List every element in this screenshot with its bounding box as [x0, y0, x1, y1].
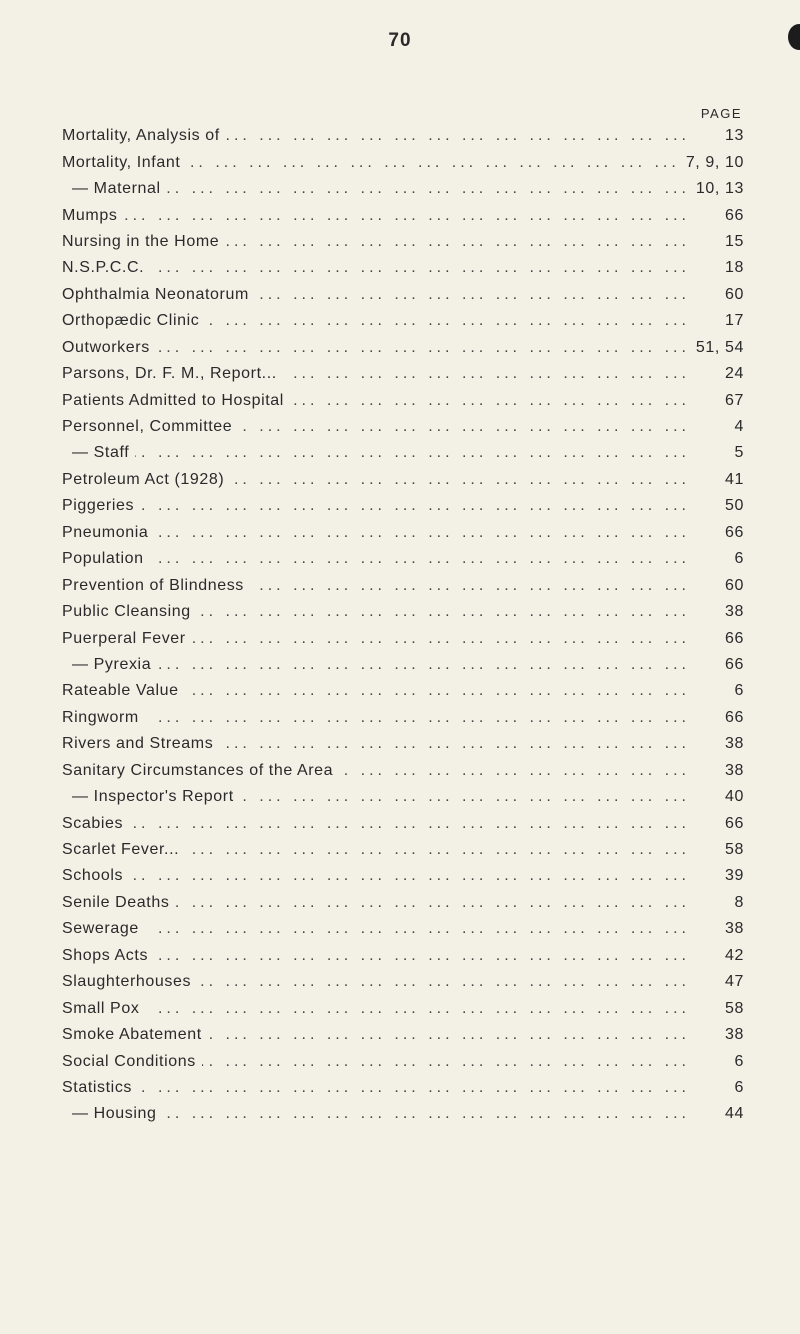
leader-dots: [138, 1079, 690, 1097]
index-entry: [62, 731, 744, 757]
entry-label: Population: [62, 550, 144, 568]
leader-dots: [186, 154, 679, 172]
index-entry: [62, 572, 744, 598]
index-entry: [62, 705, 744, 731]
entry-label: Statistics: [62, 1078, 133, 1096]
entry-page: 67: [725, 391, 744, 409]
leader-dots: [150, 550, 690, 568]
entry-label: Orthopædic Clinic: [62, 312, 200, 330]
leader-dots: [290, 392, 690, 410]
leader-dots: [230, 471, 690, 489]
leader-dots: [339, 762, 690, 780]
entry-page: 66: [725, 814, 744, 832]
entry-page: 60: [725, 285, 744, 303]
entry-label: Mortality, Infant: [62, 153, 181, 171]
entry-label: Scarlet Fever...: [62, 841, 180, 859]
entry-page: 17: [725, 312, 744, 330]
index-entry: [62, 1101, 744, 1127]
entry-page: 10, 13: [695, 180, 744, 198]
leader-dots: [238, 418, 690, 436]
entry-page: 6: [734, 550, 744, 568]
leader-dots: [205, 312, 690, 330]
index-entry: [62, 943, 744, 969]
leader-dots: [154, 524, 690, 542]
entry-page: 42: [725, 946, 744, 964]
index-entry: [62, 784, 744, 810]
index-entry: [62, 863, 744, 889]
entry-label: Senile Deaths: [62, 893, 170, 911]
leader-dots: [225, 233, 690, 251]
index-entry: [62, 387, 744, 413]
leader-dots: [208, 1026, 690, 1044]
entry-page: 38: [725, 603, 744, 621]
leader-dots: [175, 894, 690, 912]
index-entry: [62, 308, 744, 334]
entry-page: 6: [734, 682, 744, 700]
entry-label: Ringworm: [62, 708, 139, 726]
entry-label: Petroleum Act (1928): [62, 470, 225, 488]
entry-label: Shops Acts: [62, 946, 149, 964]
leader-dots: [192, 630, 690, 648]
leader-dots: [185, 682, 690, 700]
leader-dots: [135, 444, 690, 462]
leader-dots: [219, 735, 690, 753]
index-entry: [62, 123, 744, 149]
leader-dots: [197, 973, 690, 991]
index-list: [62, 123, 744, 1128]
entry-label: Slaughterhouses: [62, 973, 192, 991]
entry-label: Personnel, Committee: [62, 418, 233, 436]
entry-label: — Maternal: [72, 180, 161, 198]
entry-page: 38: [725, 735, 744, 753]
entry-page: 15: [725, 232, 744, 250]
index-entry: [62, 255, 744, 281]
index-entry: [62, 810, 744, 836]
leader-dots: [129, 867, 690, 885]
entry-label: Nursing in the Home: [62, 232, 220, 250]
leader-dots: [145, 709, 690, 727]
entry-label: Mortality, Analysis of: [62, 127, 220, 145]
index-entry: [62, 678, 744, 704]
index-entry: [62, 652, 744, 678]
index-entry: [62, 969, 744, 995]
leader-dots: [283, 365, 690, 383]
entry-page: 38: [725, 920, 744, 938]
index-entry: [62, 599, 744, 625]
entry-page: 66: [725, 655, 744, 673]
entry-label: Mumps: [62, 206, 118, 224]
entry-label: — Inspector's Report: [72, 788, 234, 806]
page-column-header: PAGE: [700, 106, 742, 121]
entry-page: 13: [725, 127, 744, 145]
entry-label: Piggeries: [62, 497, 135, 515]
leader-dots: [154, 947, 690, 965]
entry-label: Public Cleansing: [62, 603, 191, 621]
leader-dots: [129, 815, 690, 833]
entry-page: 4: [734, 418, 744, 436]
leader-dots: [157, 656, 690, 674]
index-entry: [62, 493, 744, 519]
leader-dots: [150, 259, 690, 277]
index-entry: [62, 758, 744, 784]
entry-label: Parsons, Dr. F. M., Report...: [62, 365, 277, 383]
index-entry: [62, 916, 744, 942]
entry-label: Schools: [62, 867, 124, 885]
entry-page: 5: [734, 444, 744, 462]
index-entry: [62, 202, 744, 228]
index-entry: [62, 282, 744, 308]
entry-label: Scabies: [62, 814, 124, 832]
leader-dots: [140, 497, 690, 515]
entry-label: Sanitary Circumstances of the Area: [62, 761, 334, 779]
entry-page: 24: [725, 365, 744, 383]
entry-page: 8: [734, 893, 744, 911]
index-entry: [62, 837, 744, 863]
page-number: 70: [388, 30, 412, 51]
leader-dots: [145, 920, 690, 938]
entry-label: Ophthalmia Neonatorum: [62, 285, 249, 303]
entry-label: Rateable Value: [62, 682, 179, 700]
entry-page: 47: [725, 973, 744, 991]
entry-page: 40: [725, 788, 744, 806]
entry-page: 44: [725, 1105, 744, 1123]
entry-page: 18: [725, 259, 744, 277]
leader-dots: [255, 286, 690, 304]
index-entry: [62, 414, 744, 440]
leader-dots: [197, 603, 690, 621]
index-entry: [62, 520, 744, 546]
index-entry: [62, 335, 744, 361]
index-entry: [62, 176, 744, 202]
entry-label: — Housing: [72, 1105, 157, 1123]
index-entry: [62, 229, 744, 255]
entry-page: 51, 54: [695, 338, 744, 356]
index-entry: [62, 625, 744, 651]
leader-dots: [185, 841, 690, 859]
entry-page: 41: [725, 470, 744, 488]
leader-dots: [226, 127, 690, 145]
leader-dots: [167, 180, 690, 198]
entry-label: Puerperal Fever: [62, 629, 186, 647]
leader-dots: [123, 207, 690, 225]
entry-page: 60: [725, 576, 744, 594]
entry-label: Small Pox: [62, 999, 140, 1017]
entry-label: Sewerage: [62, 920, 139, 938]
entry-label: Rivers and Streams: [62, 735, 214, 753]
entry-page: 66: [725, 629, 744, 647]
index-entry: [62, 1022, 744, 1048]
entry-label: Social Conditions: [62, 1052, 196, 1070]
leader-dots: [202, 1053, 690, 1071]
entry-label: Prevention of Blindness: [62, 576, 244, 594]
index-entry: [62, 995, 744, 1021]
index-entry: [62, 440, 744, 466]
index-entry: [62, 467, 744, 493]
index-entry: [62, 890, 744, 916]
entry-page: 66: [725, 708, 744, 726]
index-entry: [62, 1048, 744, 1074]
entry-page: 7, 9, 10: [685, 153, 744, 171]
index-entry: [62, 361, 744, 387]
entry-label: — Pyrexia: [72, 655, 152, 673]
leader-dots: [250, 577, 690, 595]
index-entry: [62, 149, 744, 175]
entry-label: Smoke Abatement: [62, 1026, 202, 1044]
entry-label: Pneumonia: [62, 523, 149, 541]
leader-dots: [240, 788, 690, 806]
entry-page: 38: [725, 761, 744, 779]
entry-page: 66: [725, 523, 744, 541]
entry-page: 6: [734, 1078, 744, 1096]
leader-dots: [145, 1000, 690, 1018]
entry-page: 6: [734, 1052, 744, 1070]
entry-page: 66: [725, 206, 744, 224]
leader-dots: [163, 1105, 690, 1123]
entry-label: N.S.P.C.C.: [62, 259, 145, 277]
leader-dots: [156, 339, 690, 357]
entry-page: 58: [725, 999, 744, 1017]
index-entry: [62, 546, 744, 572]
entry-label: Patients Admitted to Hospital: [62, 391, 284, 409]
entry-label: — Staff: [72, 444, 130, 462]
entry-page: 58: [725, 841, 744, 859]
entry-label: Outworkers: [62, 338, 150, 356]
entry-page: 38: [725, 1026, 744, 1044]
entry-page: 39: [725, 867, 744, 885]
entry-page: 50: [725, 497, 744, 515]
index-entry: [62, 1075, 744, 1101]
